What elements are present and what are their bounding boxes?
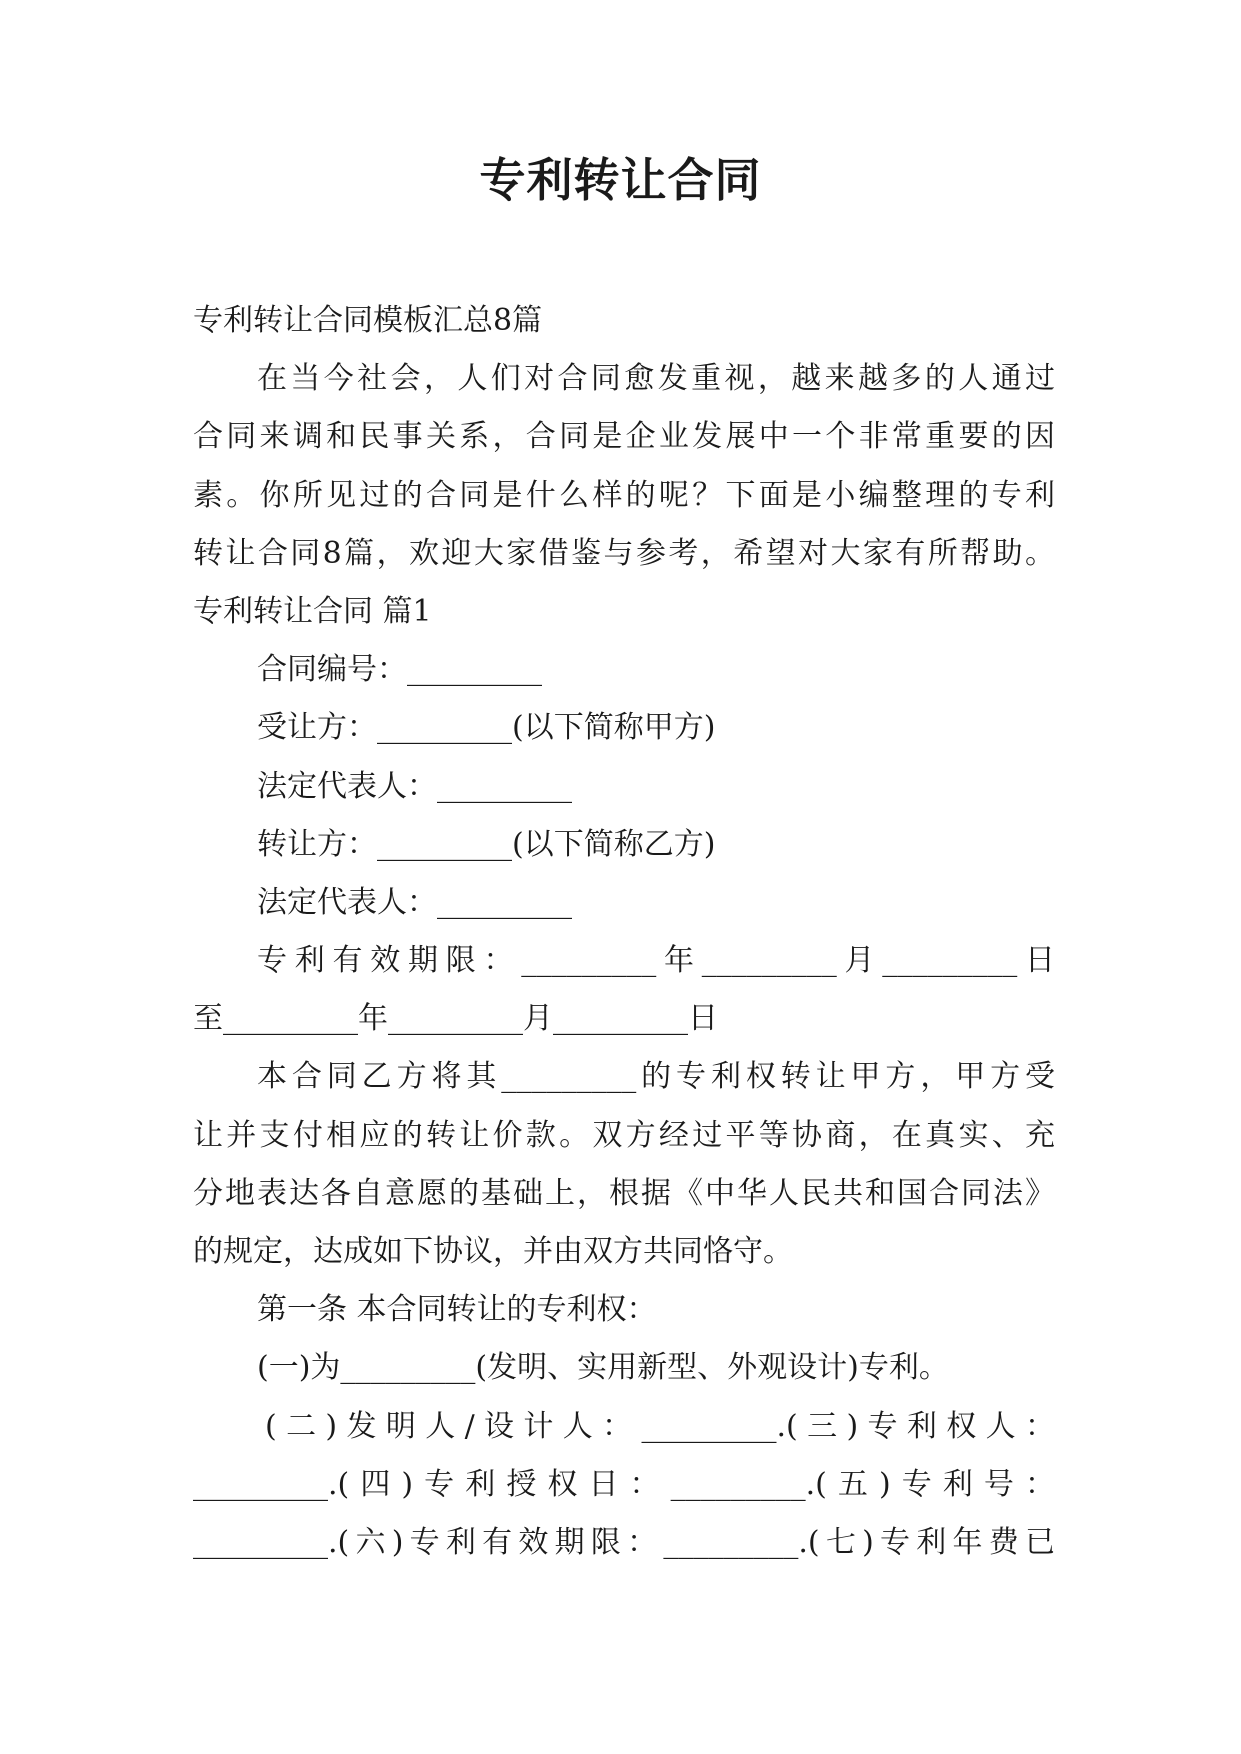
paragraph-line: 分地表达各自意愿的基础上，根据《中华人民共和国合同法》: [193, 1175, 1055, 1211]
paragraph-line: 让并支付相应的转让价款。双方经过平等协商，在真实、充: [193, 1117, 1055, 1153]
clause-line: _________.(四)专利授权日：_________.(五)专利号：: [193, 1466, 1055, 1502]
paragraph-line: 本合同乙方将其_________的专利权转让甲方，甲方受: [257, 1059, 1055, 1095]
paragraph-line: 转让合同8篇，欢迎大家借鉴与参考，希望对大家有所帮助。: [193, 535, 1055, 571]
paragraph-line: 的规定，达成如下协议，并由双方共同恪守。: [193, 1234, 793, 1269]
paragraph-line: 合同来调和民事关系，合同是企业发展中一个非常重要的因: [193, 419, 1055, 455]
page-title: 专利转让合同: [479, 153, 762, 207]
legal-rep-field: 法定代表人：_________: [257, 768, 572, 804]
validity-period-field: 专利有效期限：_________年_________月_________日: [257, 943, 1055, 979]
clause-line: (二)发明人/设计人：_________.(三)专利权人：: [265, 1408, 1055, 1444]
subtitle-line: 专利转让合同模板汇总8篇: [193, 303, 543, 338]
clause-line: _________.(六)专利有效期限：_________.(七)专利年费已: [193, 1524, 1055, 1560]
legal-rep-field: 法定代表人：_________: [257, 884, 572, 920]
assignor-field: 转让方：_________(以下简称乙方): [257, 826, 716, 862]
paragraph-line: 素。你所见过的合同是什么样的呢？下面是小编整理的专利: [193, 477, 1055, 513]
article-heading: 第一条 本合同转让的专利权：: [257, 1292, 657, 1328]
section-heading: 专利转让合同 篇1: [193, 593, 432, 629]
assignee-field: 受让方：_________(以下简称甲方): [257, 710, 716, 746]
clause-line: (一)为_________(发明、实用新型、外观设计)专利。: [257, 1350, 949, 1386]
contract-number-field: 合同编号：_________: [257, 652, 542, 688]
paragraph-line: 在当今社会，人们对合同愈发重视，越来越多的人通过: [257, 361, 1055, 397]
document-body: [193, 292, 1055, 1572]
validity-period-end: 至_________年_________月_________日: [193, 1001, 718, 1037]
